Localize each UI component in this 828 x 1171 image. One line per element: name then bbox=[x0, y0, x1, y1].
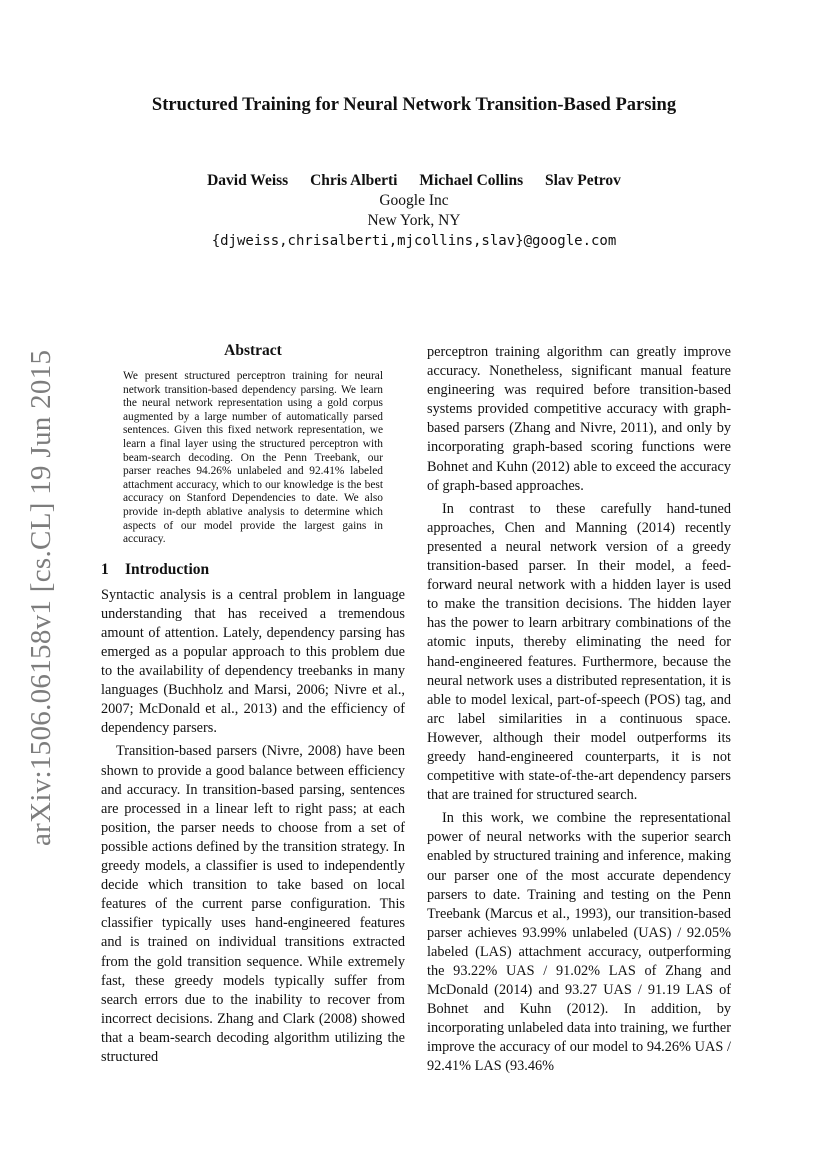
body-paragraph: In contrast to these carefully hand-tuned approaches, Chen and Manning (2014) recently presented a neural network version of a greedy transition-based parser. In their model, a feed-forward neural network with a hidden layer is used to make the transition decisions. The hidden layer has the power to learn arbitrary combinations of the atomic inputs, thereby eliminating the need for hand-engineered features. Furthermore, because the neural network uses a distributed representation, it is able to model lexical, part-of-speech (POS) tag, and arc label similarities in a continuous space. However, although their model outperforms its greedy hand-engineered counterparts, it is not competitive with state-of-the-art dependency parsers that are trained for structured search. bbox=[427, 500, 731, 804]
right-column bbox=[427, 343, 731, 1077]
abstract-text: We present structured perceptron training for neural network transition-based dependency parsing. We learn the neural network representation using a gold corpus augmented by a large number of automatically parsed sentences. Given this fixed network representation, we learn a final layer using the structured perceptron with beam-search decoding. On the Penn Treebank, our parser reaches 94.26% unlabeled and 92.41% labeled attachment accuracy, which to our knowledge is the best accuracy on Stanford Dependencies to date. We also provide in-depth ablative analysis to determine which aspects of our model provide the largest gains in accuracy. bbox=[123, 370, 383, 546]
affiliation: Google Inc bbox=[379, 192, 449, 209]
author-name: Michael Collins bbox=[419, 172, 524, 189]
abstract-heading: Abstract bbox=[224, 342, 282, 359]
location: New York, NY bbox=[367, 212, 461, 229]
body-paragraph: In this work, we combine the representational power of neural networks with the superior search enabled by structured training and inference, making our parser one of the most accurate dependency parsers to date. Training and testing on the Penn Treebank (Marcus et al., 1993), our transition-based parser achieves 93.99% unlabeled (UAS) / 92.05% labeled (LAS) attachment accuracy, outperforming the 93.22% UAS / 91.02% LAS of Zhang and McDonald (2014) and 93.27 UAS / 91.19 LAS of Bohnet and Kuhn (2012). In addition, by incorporating unlabeled data into training, we further improve the accuracy of our model to 94.26% UAS / 92.41% LAS (93.46% bbox=[427, 810, 731, 1075]
body-paragraph: perceptron training algorithm can greatly improve accuracy. Nonetheless, significant manual feature engineering was required before transition-based systems provided competitive accuracy with graph-based parsers (Zhang and Nivre, 2011), and only by incorporating graph-based scoring functions were Bohnet and Kuhn (2012) able to exceed the accuracy of graph-based approaches. bbox=[427, 344, 731, 494]
section-number: 1 bbox=[101, 560, 109, 578]
author-block bbox=[0, 171, 828, 251]
author-name: David Weiss bbox=[207, 172, 289, 189]
author-email: {djweiss,chrisalberti,mjcollins,slav}@google.com bbox=[211, 233, 617, 249]
section-title: Introduction bbox=[125, 560, 210, 578]
author-name: Slav Petrov bbox=[545, 172, 621, 189]
body-paragraph: Transition-based parsers (Nivre, 2008) have been shown to provide a good balance between efficiency and accuracy. In transition-based parsing, sentences are processed in a linear left to right pass; at each position, the parser needs to choose from a set of possible actions defined by the transition strategy. In greedy models, a classifier is used to independently decide which transition to take based on local features of the current parse configuration. This classifier typically uses hand-engineered features and is trained on individual transitions extracted from the gold transition sequence. While extremely fast, these greedy models typically suffer from search errors due to the inability to recover from incorrect decisions. Zhang and Clark (2008) showed that a beam-search decoding algorithm utilizing the structured bbox=[101, 743, 405, 1065]
left-column bbox=[101, 342, 405, 1067]
arxiv-identifier: arXiv:1506.06158v1 [cs.CL] 19 Jun 2015 bbox=[25, 349, 57, 846]
author-names bbox=[0, 171, 828, 191]
author-name: Chris Alberti bbox=[310, 172, 398, 189]
body-paragraph: Syntactic analysis is a central problem in language understanding that has received a tremendous amount of attention. Lately, dependency parsing has emerged as a popular approach to this problem due to the availability of dependency treebanks in many languages (Buchholz and Marsi, 2006; Nivre et al., 2007; McDonald et al., 2013) and the efficiency of dependency parsers. bbox=[101, 586, 405, 737]
section-heading bbox=[101, 561, 405, 579]
paper-title: Structured Training for Neural Network Transition-Based Parsing bbox=[151, 95, 677, 115]
